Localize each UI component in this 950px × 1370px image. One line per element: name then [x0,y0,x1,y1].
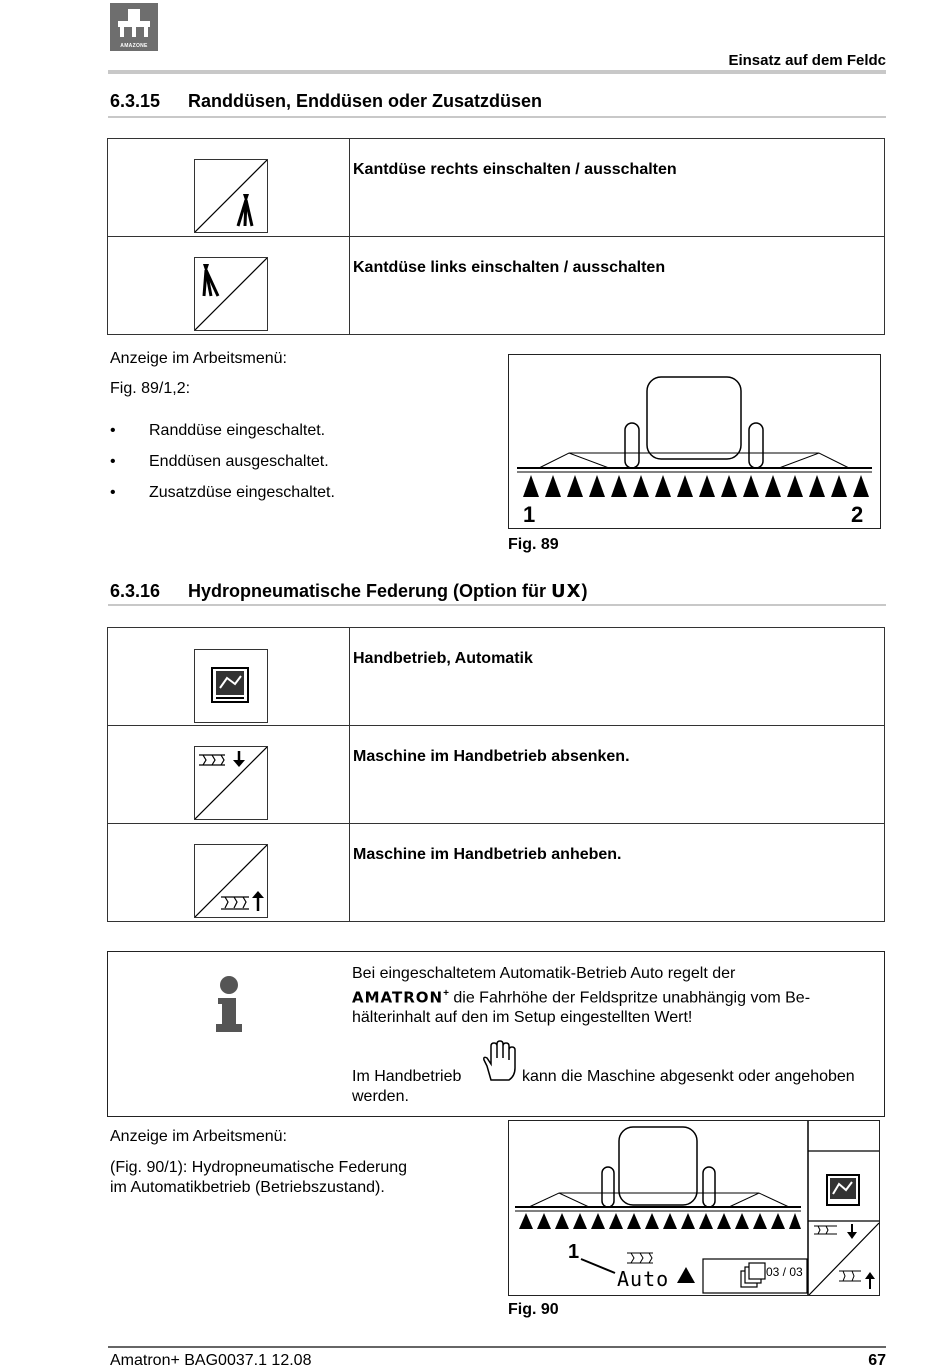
row-text: Maschine im Handbetrieb absenken. [350,726,885,824]
note-manual-end: werden. [352,1088,409,1105]
figure-caption: Fig. 90 [508,1301,559,1318]
table-row [108,139,885,237]
display-label: Anzeige im Arbeitsmenü: [110,350,287,367]
section-number: 6.3.15 [110,91,161,111]
note-manual-text: kann die Maschine abgesenkt oder angehoben [522,1068,855,1085]
amatron-brand: AMATRON [352,988,444,1007]
figure-caption: Fig. 89 [508,536,559,553]
section-heading-1 [110,91,542,112]
section-title: Hydropneumatische Federung (Option für [188,581,552,601]
sprayer-boom-illustration [509,355,880,528]
page-counter: 03 / 03 [766,1265,803,1279]
table-row [108,726,885,824]
icon-cell [108,628,350,726]
logo-text: AMAZONE [120,43,148,49]
note-manual-label: Im Handbetrieb [352,1068,462,1085]
row-text: Kantdüse links einschalten / ausschalten [350,237,885,335]
amazone-logo [110,3,158,51]
row-text: Kantdüse rechts einschalten / ausschalten [350,139,885,237]
section-rule [108,116,886,118]
suspension-table [107,627,885,922]
display-label: Anzeige im Arbeitsmenü: [110,1128,287,1145]
chapter-title: Einsatz auf dem Feldc [728,52,886,69]
table-row [108,237,885,335]
row-text: Handbetrieb, Automatik [350,628,885,726]
figure-label-1: 1 [523,502,536,527]
info-icon [214,976,244,1034]
header-rule [108,70,886,74]
table-row [108,628,885,726]
hand-icon [481,1040,517,1082]
bullet-list [110,422,410,515]
lower-machine-icon[interactable] [194,746,268,820]
section-title: Randdüsen, Enddüsen oder Zusatzdüsen [188,91,543,111]
info-note [107,951,885,1117]
edge-nozzle-table [107,138,885,335]
left-edge-nozzle-icon[interactable] [194,257,268,331]
ux-logo: UX [551,581,582,602]
manual-automatic-icon[interactable] [194,649,268,723]
icon-cell [108,824,350,922]
tractor-logo-icon [110,3,158,43]
section-rule [108,604,886,606]
icon-cell [108,237,350,335]
page-number: 67 [868,1352,886,1369]
row-text: Maschine im Handbetrieb anheben. [350,824,885,922]
icon-cell [108,139,350,237]
right-edge-nozzle-icon[interactable] [194,159,268,233]
auto-mode-label: Auto [617,1267,670,1291]
section-heading-2: 6.3.16 Hydropneumatische Federung (Option für UX) [110,581,588,602]
suspension-display-illustration [509,1121,879,1295]
footer-doc-id: Amatron+ BAG0037.1 12.08 [110,1352,312,1369]
figure-label-2: 2 [851,502,864,527]
note-text: Bei eingeschaltetem Automatik-Betrieb Auto regelt der AMATRON+ die Fahrhöhe der Feldspritze unabhängig vom Be- hälterinhalt auf den im Setup eingestellten Wert! [352,965,811,1027]
figure-89 [508,354,881,529]
figure-90 [508,1120,880,1296]
figure-label-1: 1 [568,1241,580,1263]
fig-description: (Fig. 90/1): Hydropneumatische Federung im Automatikbetrieb (Betriebszustand). [110,1159,408,1196]
icon-cell [108,726,350,824]
raise-machine-icon[interactable] [194,844,268,918]
section-number: 6.3.16 [110,581,161,601]
fig-reference: Fig. 89/1,2: [110,380,191,397]
list-item: • Enddüsen ausgeschaltet. [110,453,329,470]
list-item: • Zusatzdüse eingeschaltet. [110,484,335,501]
table-row [108,824,885,922]
footer-rule [108,1346,886,1348]
list-item: • Randdüse eingeschaltet. [110,422,326,439]
